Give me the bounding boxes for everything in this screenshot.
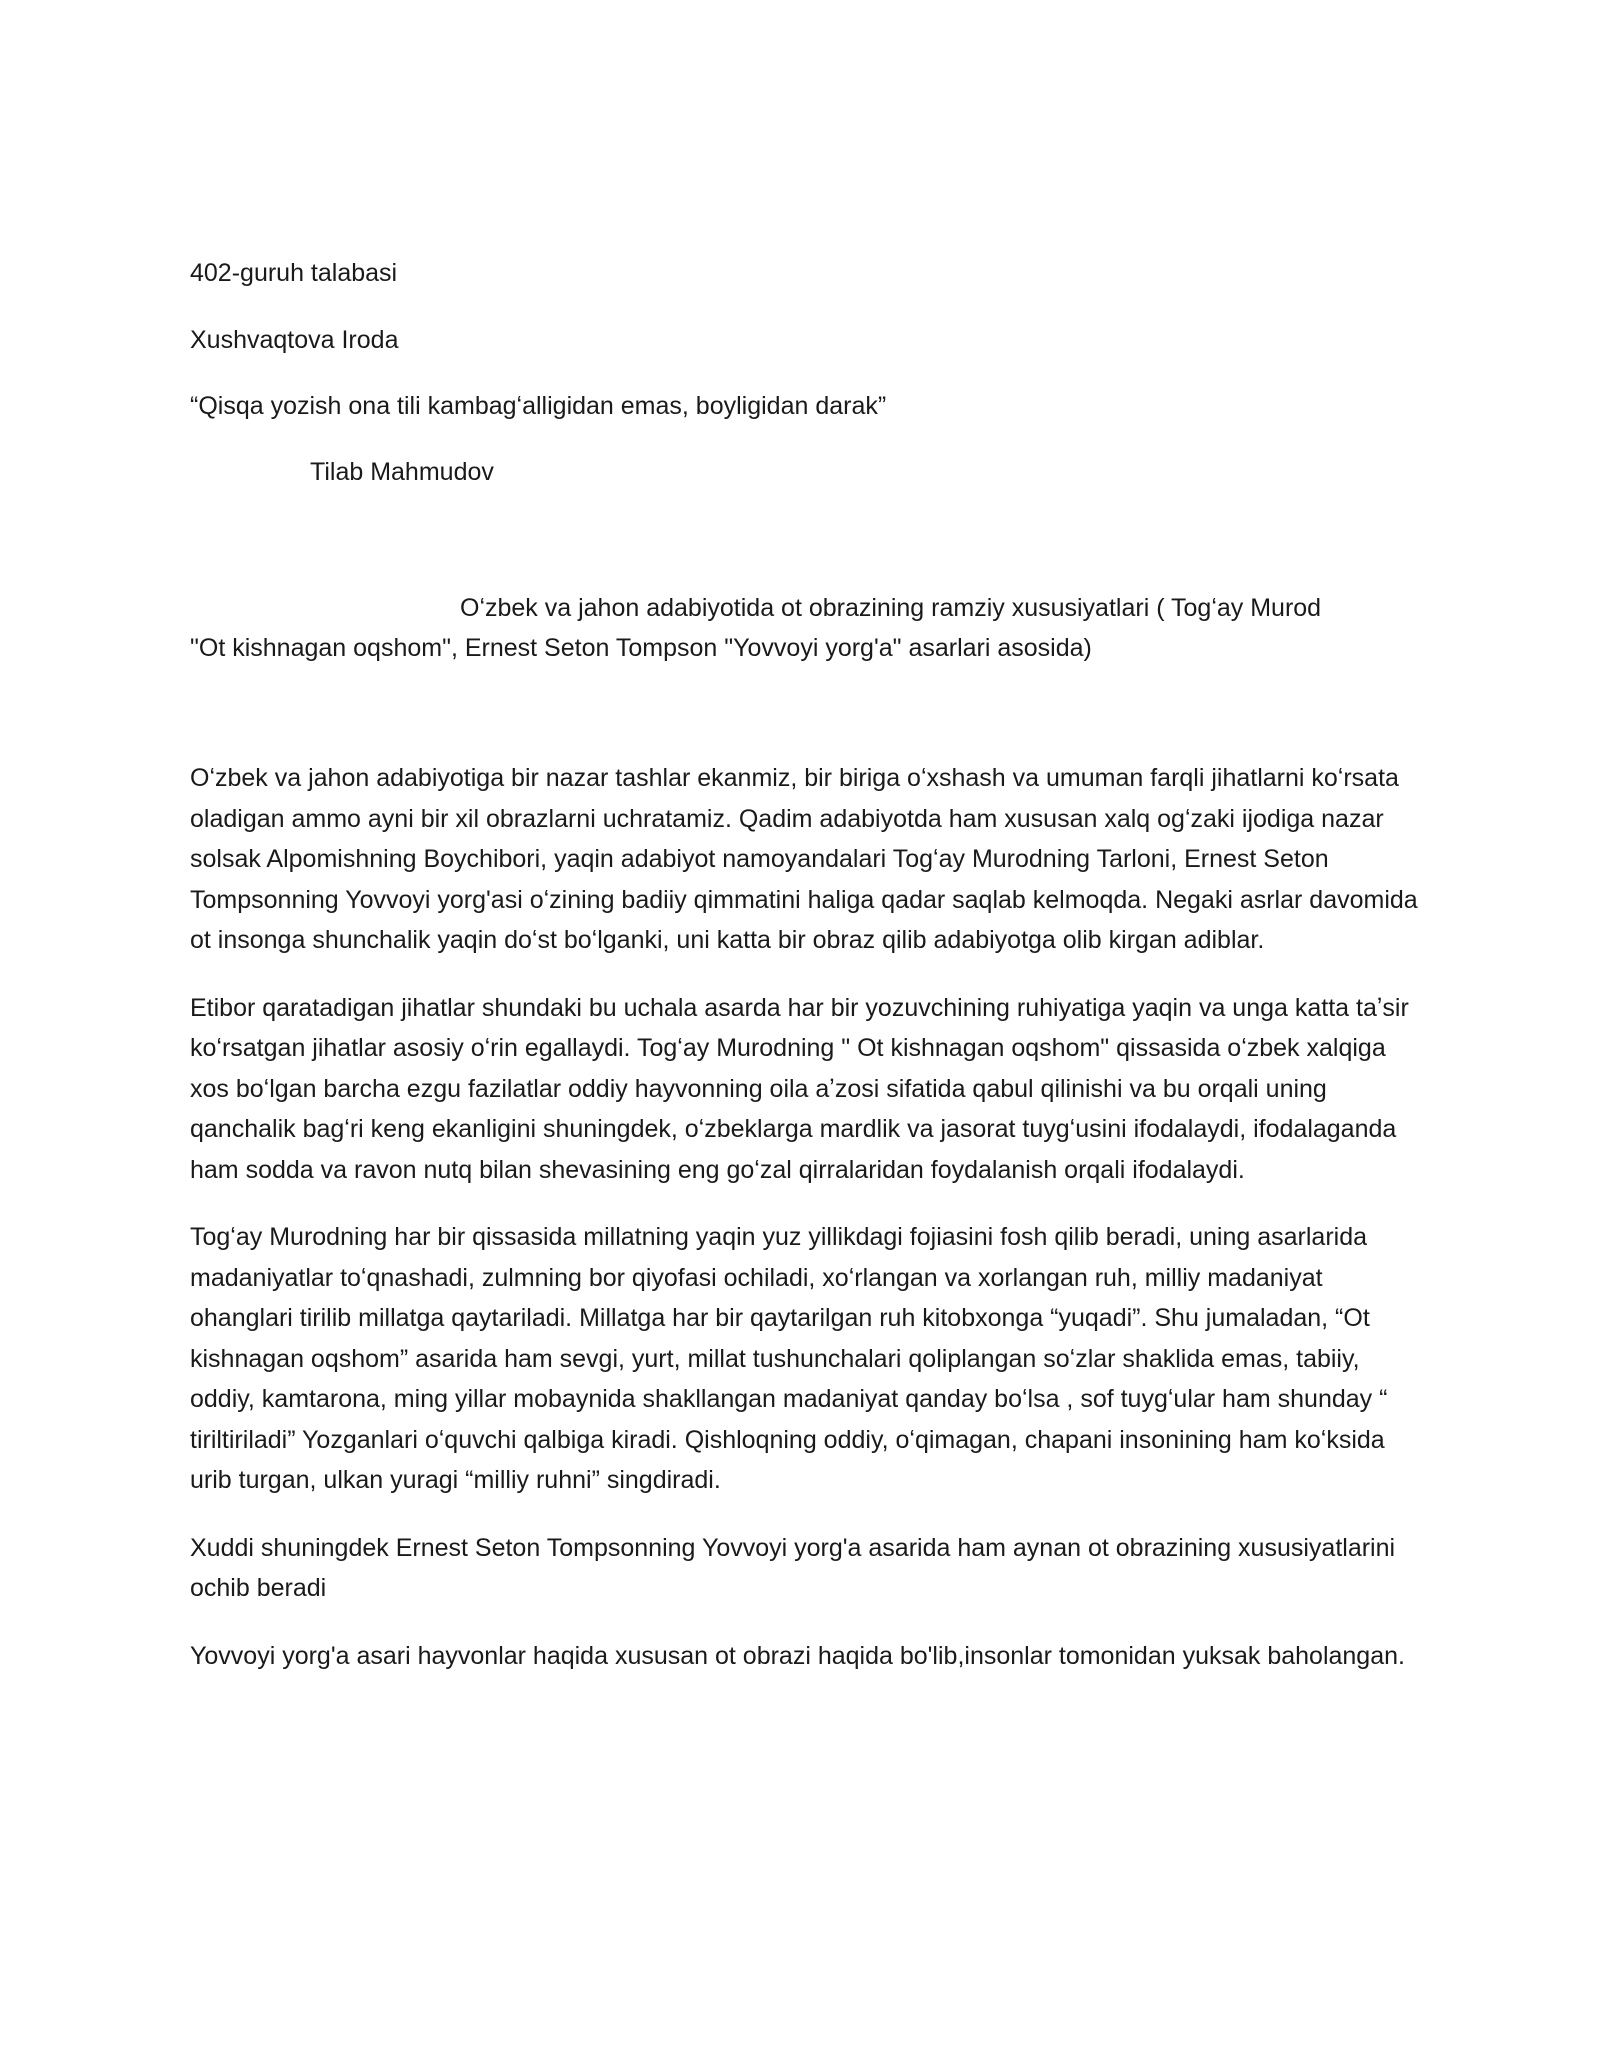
epigraph: “Qisqa yozish ona tili kambagʻalligidan emas, boyligidan darak” xyxy=(190,392,887,420)
title-line-1: Oʻzbek va jahon adabiyotida ot obrazining ramziy xususiyatlari ( Togʻay Murod xyxy=(460,594,1322,622)
paragraph-4: Xuddi shuningdek Ernest Seton Tompsonning Yovvoyi yorg'a asarida ham aynan ot obrazining xususiyatlarini ochib beradi xyxy=(190,1533,1396,1602)
student-group: 402-guruh talabasi xyxy=(190,259,398,287)
essay-body xyxy=(190,758,1420,1703)
epigraph-author: Tilab Mahmudov xyxy=(310,458,494,486)
title-line-2: "Ot kishnagan oqshom", Ernest Seton Tompson "Yovvoyi yorg'a" asarlari asosida) xyxy=(190,634,1092,662)
essay-title xyxy=(190,588,1410,668)
student-name: Xushvaqtova Iroda xyxy=(190,326,399,354)
paragraph-3: Togʻay Murodning har bir qissasida millatning yaqin yuz yillikdagi fojiasini fosh qilib beradi, uning asarlarida madaniyatlar toʻqnashadi, zulmning bor qiyofasi ochiladi, xoʻrlangan va xorlangan ruh, milliy madaniyat ohanglari tirilib millatga qaytariladi. Millatga har bir qaytarilgan ruh kitobxonga “yuqadi”. Shu jumaladan, “Ot kishnagan oqshom” asarida ham sevgi, yurt, millat tushunchalari qoliplangan soʻzlar shaklida emas, tabiiy, oddiy, kamtarona, ming yillar mobaynida shakllangan madaniyat qanday boʻlsa , sof tuygʻular ham shunday “ tiriltiriladi” Yozganlari oʻquvchi qalbiga kiradi. Qishloqning oddiy, oʻqimagan, chapani insonining ham koʻksida urib turgan, ulkan yuragi “milliy ruhni” singdiradi. xyxy=(190,1223,1388,1494)
paragraph-5: Yovvoyi yorg'a asari hayvonlar haqida xususan ot obrazi haqida bo'lib,insonlar tomonidan yuksak baholangan. xyxy=(190,1641,1405,1670)
paragraph-2: Etibor qaratadigan jihatlar shundaki bu uchala asarda har bir yozuvchining ruhiyatiga yaqin va unga katta taʼsir koʻrsatgan jihatlar asosiy oʻrin egallaydi. Togʻay Murodning " Ot kishnagan oqshom" qissasida oʻzbek xalqiga xos boʻlgan barcha ezgu fazilatlar oddiy hayvonning oila aʼzosi sifatida qabul qilinishi va bu orqali uning qanchalik bagʻri keng ekanligini shuningdek, oʻzbeklarga mardlik va jasorat tuygʻusini ifodalaydi, ifodalaganda ham sodda va ravon nutq bilan shevasining eng goʻzal qirralaridan foydalanish orqali ifodalaydi. xyxy=(190,993,1409,1184)
paragraph-1: Oʻzbek va jahon adabiyotiga bir nazar tashlar ekanmiz, bir biriga oʻxshash va umuman farqli jihatlarni koʻrsata oladigan ammo ayni bir xil obrazlarni uchratamiz. Qadim adabiyotda ham xususan xalq ogʻzaki ijodiga nazar solsak Alpomishning Boychibori, yaqin adabiyot namoyandalari Togʻay Murodning Tarloni, Ernest Seton Tompsonning Yovvoyi yorg'asi oʻzining badiiy qimmatini haliga qadar saqlab kelmoqda. Negaki asrlar davomida ot insonga shunchalik yaqin doʻst boʻlganki, uni katta bir obraz qilib adabiyotga olib kirgan adiblar. xyxy=(190,764,1418,954)
